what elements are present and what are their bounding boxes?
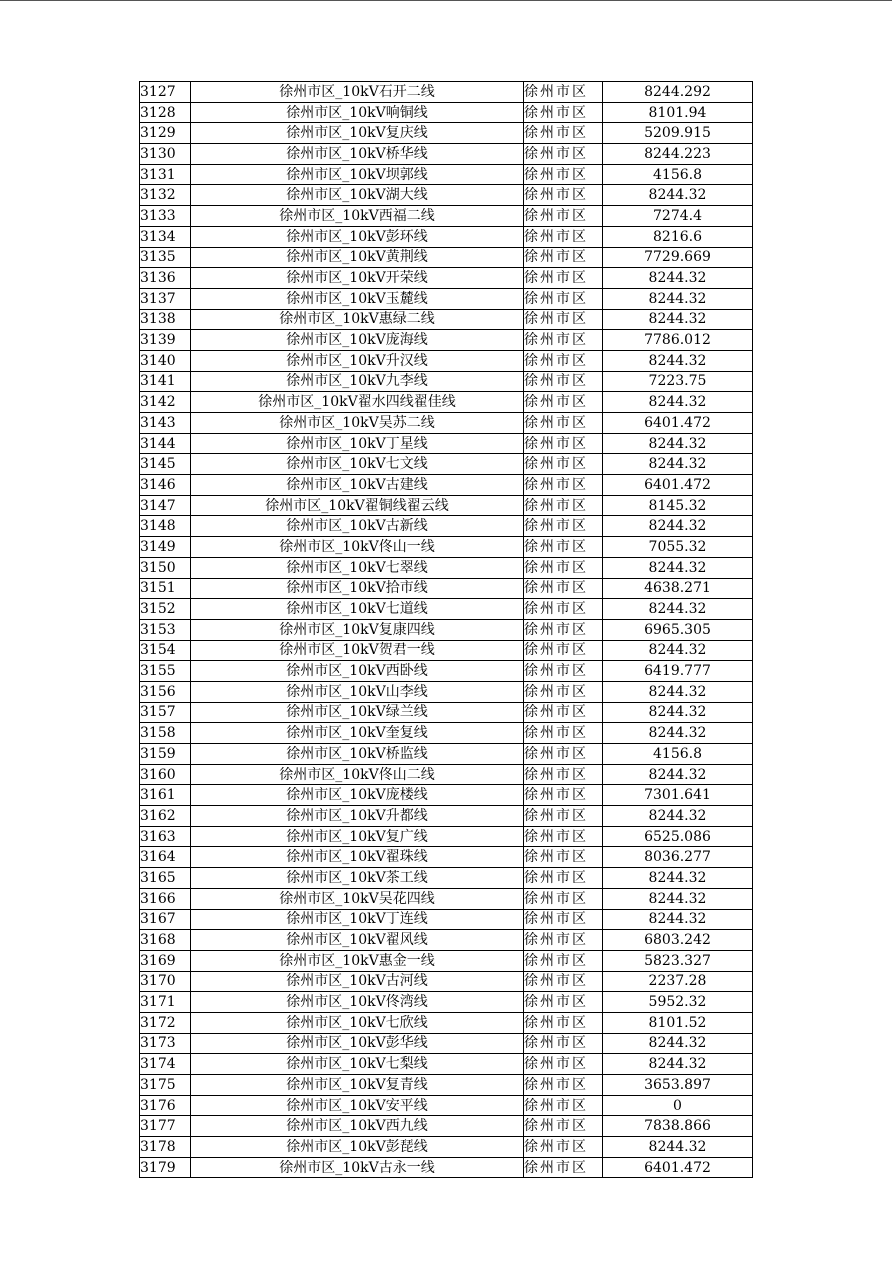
line-name-cell: 徐州市区_10kV山李线 bbox=[191, 681, 524, 702]
line-name-cell: 徐州市区_10kV七文线 bbox=[191, 454, 524, 475]
area-cell: 徐州市区 bbox=[524, 619, 603, 640]
row-number-cell: 3173 bbox=[140, 1033, 191, 1054]
line-name-cell: 徐州市区_10kV复庆线 bbox=[191, 123, 524, 144]
line-name-cell: 徐州市区_10kV翟铜线翟云线 bbox=[191, 495, 524, 516]
table-row bbox=[140, 826, 753, 847]
line-name-cell: 徐州市区_10kV古建线 bbox=[191, 475, 524, 496]
value-cell: 8244.32 bbox=[603, 868, 753, 889]
value-cell: 7301.641 bbox=[603, 785, 753, 806]
line-name-cell: 徐州市区_10kV安平线 bbox=[191, 1095, 524, 1116]
row-number-cell: 3162 bbox=[140, 806, 191, 827]
line-name-cell: 徐州市区_10kV七梨线 bbox=[191, 1054, 524, 1075]
row-number-cell: 3128 bbox=[140, 102, 191, 123]
line-name-cell: 徐州市区_10kV响铜线 bbox=[191, 102, 524, 123]
area-cell: 徐州市区 bbox=[524, 992, 603, 1013]
area-cell: 徐州市区 bbox=[524, 1012, 603, 1033]
table-row bbox=[140, 82, 753, 103]
table-row bbox=[140, 723, 753, 744]
row-number-cell: 3145 bbox=[140, 454, 191, 475]
area-cell: 徐州市区 bbox=[524, 516, 603, 537]
area-cell: 徐州市区 bbox=[524, 454, 603, 475]
table-row bbox=[140, 206, 753, 227]
line-name-cell: 徐州市区_10kV复广线 bbox=[191, 826, 524, 847]
area-cell: 徐州市区 bbox=[524, 1116, 603, 1137]
table-row bbox=[140, 557, 753, 578]
row-number-cell: 3134 bbox=[140, 226, 191, 247]
value-cell: 8244.32 bbox=[603, 909, 753, 930]
table-row bbox=[140, 495, 753, 516]
line-name-cell: 徐州市区_10kV佟湾线 bbox=[191, 992, 524, 1013]
line-name-cell: 徐州市区_10kV惠金一线 bbox=[191, 950, 524, 971]
line-name-cell: 徐州市区_10kV惠绿二线 bbox=[191, 309, 524, 330]
row-number-cell: 3155 bbox=[140, 661, 191, 682]
value-cell: 8244.32 bbox=[603, 288, 753, 309]
table-row bbox=[140, 578, 753, 599]
value-cell: 6965.305 bbox=[603, 619, 753, 640]
line-name-cell: 徐州市区_10kV复青线 bbox=[191, 1075, 524, 1096]
area-cell: 徐州市区 bbox=[524, 744, 603, 765]
row-number-cell: 3167 bbox=[140, 909, 191, 930]
value-cell: 8244.32 bbox=[603, 350, 753, 371]
value-cell: 8244.32 bbox=[603, 723, 753, 744]
row-number-cell: 3144 bbox=[140, 433, 191, 454]
line-name-cell: 徐州市区_10kV升汉线 bbox=[191, 350, 524, 371]
area-cell: 徐州市区 bbox=[524, 888, 603, 909]
line-name-cell: 徐州市区_10kV彭环线 bbox=[191, 226, 524, 247]
value-cell: 4156.8 bbox=[603, 164, 753, 185]
line-name-cell: 徐州市区_10kV翟珠线 bbox=[191, 847, 524, 868]
table-row bbox=[140, 950, 753, 971]
area-cell: 徐州市区 bbox=[524, 495, 603, 516]
table-row bbox=[140, 971, 753, 992]
line-name-cell: 徐州市区_10kV彭琵线 bbox=[191, 1137, 524, 1158]
line-name-cell: 徐州市区_10kV七道线 bbox=[191, 599, 524, 620]
area-cell: 徐州市区 bbox=[524, 806, 603, 827]
row-number-cell: 3151 bbox=[140, 578, 191, 599]
table-row bbox=[140, 164, 753, 185]
value-cell: 5952.32 bbox=[603, 992, 753, 1013]
row-number-cell: 3143 bbox=[140, 413, 191, 434]
row-number-cell: 3160 bbox=[140, 764, 191, 785]
area-cell: 徐州市区 bbox=[524, 102, 603, 123]
table-row bbox=[140, 226, 753, 247]
line-name-cell: 徐州市区_10kV九李线 bbox=[191, 371, 524, 392]
line-name-cell: 徐州市区_10kV吴苏二线 bbox=[191, 413, 524, 434]
feeder-table-body bbox=[140, 82, 753, 1178]
row-number-cell: 3169 bbox=[140, 950, 191, 971]
row-number-cell: 3175 bbox=[140, 1075, 191, 1096]
value-cell: 3653.897 bbox=[603, 1075, 753, 1096]
line-name-cell: 徐州市区_10kV丁连线 bbox=[191, 909, 524, 930]
area-cell: 徐州市区 bbox=[524, 309, 603, 330]
area-cell: 徐州市区 bbox=[524, 350, 603, 371]
line-name-cell: 徐州市区_10kV佟山一线 bbox=[191, 537, 524, 558]
value-cell: 6401.472 bbox=[603, 413, 753, 434]
table-row bbox=[140, 992, 753, 1013]
area-cell: 徐州市区 bbox=[524, 764, 603, 785]
table-row bbox=[140, 123, 753, 144]
line-name-cell: 徐州市区_10kV西福二线 bbox=[191, 206, 524, 227]
area-cell: 徐州市区 bbox=[524, 1033, 603, 1054]
table-row bbox=[140, 909, 753, 930]
value-cell: 8101.52 bbox=[603, 1012, 753, 1033]
line-name-cell: 徐州市区_10kV佟山二线 bbox=[191, 764, 524, 785]
value-cell: 8244.32 bbox=[603, 516, 753, 537]
page-top-border bbox=[0, 0, 892, 1]
table-row bbox=[140, 247, 753, 268]
area-cell: 徐州市区 bbox=[524, 950, 603, 971]
table-row bbox=[140, 413, 753, 434]
area-cell: 徐州市区 bbox=[524, 433, 603, 454]
table-row bbox=[140, 847, 753, 868]
value-cell: 8244.32 bbox=[603, 702, 753, 723]
row-number-cell: 3141 bbox=[140, 371, 191, 392]
area-cell: 徐州市区 bbox=[524, 557, 603, 578]
row-number-cell: 3129 bbox=[140, 123, 191, 144]
row-number-cell: 3174 bbox=[140, 1054, 191, 1075]
table-row bbox=[140, 1054, 753, 1075]
value-cell: 7274.4 bbox=[603, 206, 753, 227]
value-cell: 8244.32 bbox=[603, 454, 753, 475]
area-cell: 徐州市区 bbox=[524, 681, 603, 702]
table-row bbox=[140, 185, 753, 206]
table-row bbox=[140, 309, 753, 330]
line-name-cell: 徐州市区_10kV绿兰线 bbox=[191, 702, 524, 723]
value-cell: 8244.32 bbox=[603, 681, 753, 702]
value-cell: 8244.32 bbox=[603, 599, 753, 620]
area-cell: 徐州市区 bbox=[524, 288, 603, 309]
area-cell: 徐州市区 bbox=[524, 1054, 603, 1075]
table-row bbox=[140, 268, 753, 289]
value-cell: 8244.32 bbox=[603, 1137, 753, 1158]
value-cell: 6525.086 bbox=[603, 826, 753, 847]
row-number-cell: 3142 bbox=[140, 392, 191, 413]
feeder-table bbox=[139, 81, 753, 1178]
line-name-cell: 徐州市区_10kV丁星线 bbox=[191, 433, 524, 454]
table-row bbox=[140, 144, 753, 165]
area-cell: 徐州市区 bbox=[524, 537, 603, 558]
table-row bbox=[140, 764, 753, 785]
area-cell: 徐州市区 bbox=[524, 206, 603, 227]
row-number-cell: 3140 bbox=[140, 350, 191, 371]
table-row bbox=[140, 330, 753, 351]
value-cell: 6803.242 bbox=[603, 930, 753, 951]
row-number-cell: 3153 bbox=[140, 619, 191, 640]
row-number-cell: 3161 bbox=[140, 785, 191, 806]
value-cell: 8244.32 bbox=[603, 888, 753, 909]
row-number-cell: 3165 bbox=[140, 868, 191, 889]
table-row bbox=[140, 1095, 753, 1116]
line-name-cell: 徐州市区_10kV黄荆线 bbox=[191, 247, 524, 268]
value-cell: 8145.32 bbox=[603, 495, 753, 516]
row-number-cell: 3178 bbox=[140, 1137, 191, 1158]
value-cell: 6401.472 bbox=[603, 1157, 753, 1178]
row-number-cell: 3147 bbox=[140, 495, 191, 516]
line-name-cell: 徐州市区_10kV古永一线 bbox=[191, 1157, 524, 1178]
area-cell: 徐州市区 bbox=[524, 847, 603, 868]
area-cell: 徐州市区 bbox=[524, 702, 603, 723]
area-cell: 徐州市区 bbox=[524, 640, 603, 661]
value-cell: 7838.866 bbox=[603, 1116, 753, 1137]
value-cell: 7729.669 bbox=[603, 247, 753, 268]
row-number-cell: 3138 bbox=[140, 309, 191, 330]
table-row bbox=[140, 661, 753, 682]
value-cell: 4638.271 bbox=[603, 578, 753, 599]
table-row bbox=[140, 806, 753, 827]
line-name-cell: 徐州市区_10kV七欣线 bbox=[191, 1012, 524, 1033]
line-name-cell: 徐州市区_10kV古新线 bbox=[191, 516, 524, 537]
area-cell: 徐州市区 bbox=[524, 392, 603, 413]
row-number-cell: 3132 bbox=[140, 185, 191, 206]
area-cell: 徐州市区 bbox=[524, 723, 603, 744]
table-row bbox=[140, 475, 753, 496]
area-cell: 徐州市区 bbox=[524, 909, 603, 930]
area-cell: 徐州市区 bbox=[524, 82, 603, 103]
area-cell: 徐州市区 bbox=[524, 475, 603, 496]
row-number-cell: 3166 bbox=[140, 888, 191, 909]
table-row bbox=[140, 868, 753, 889]
line-name-cell: 徐州市区_10kV西卧线 bbox=[191, 661, 524, 682]
row-number-cell: 3158 bbox=[140, 723, 191, 744]
table-row bbox=[140, 350, 753, 371]
line-name-cell: 徐州市区_10kV贺君一线 bbox=[191, 640, 524, 661]
row-number-cell: 3148 bbox=[140, 516, 191, 537]
value-cell: 6419.777 bbox=[603, 661, 753, 682]
table-row bbox=[140, 288, 753, 309]
row-number-cell: 3127 bbox=[140, 82, 191, 103]
row-number-cell: 3133 bbox=[140, 206, 191, 227]
line-name-cell: 徐州市区_10kV玉麓线 bbox=[191, 288, 524, 309]
table-row bbox=[140, 1116, 753, 1137]
value-cell: 7786.012 bbox=[603, 330, 753, 351]
table-row bbox=[140, 888, 753, 909]
value-cell: 8244.223 bbox=[603, 144, 753, 165]
value-cell: 8244.32 bbox=[603, 806, 753, 827]
line-name-cell: 徐州市区_10kV石开二线 bbox=[191, 82, 524, 103]
area-cell: 徐州市区 bbox=[524, 144, 603, 165]
table-row bbox=[140, 454, 753, 475]
row-number-cell: 3170 bbox=[140, 971, 191, 992]
area-cell: 徐州市区 bbox=[524, 785, 603, 806]
row-number-cell: 3159 bbox=[140, 744, 191, 765]
area-cell: 徐州市区 bbox=[524, 123, 603, 144]
line-name-cell: 徐州市区_10kV翟风线 bbox=[191, 930, 524, 951]
area-cell: 徐州市区 bbox=[524, 330, 603, 351]
area-cell: 徐州市区 bbox=[524, 413, 603, 434]
row-number-cell: 3171 bbox=[140, 992, 191, 1013]
line-name-cell: 徐州市区_10kV坝郭线 bbox=[191, 164, 524, 185]
line-name-cell: 徐州市区_10kV吴花四线 bbox=[191, 888, 524, 909]
row-number-cell: 3136 bbox=[140, 268, 191, 289]
row-number-cell: 3131 bbox=[140, 164, 191, 185]
table-row bbox=[140, 371, 753, 392]
value-cell: 8244.32 bbox=[603, 185, 753, 206]
line-name-cell: 徐州市区_10kV西九线 bbox=[191, 1116, 524, 1137]
area-cell: 徐州市区 bbox=[524, 599, 603, 620]
line-name-cell: 徐州市区_10kV彭华线 bbox=[191, 1033, 524, 1054]
row-number-cell: 3150 bbox=[140, 557, 191, 578]
line-name-cell: 徐州市区_10kV翟水四线翟佳线 bbox=[191, 392, 524, 413]
area-cell: 徐州市区 bbox=[524, 930, 603, 951]
value-cell: 8244.32 bbox=[603, 309, 753, 330]
area-cell: 徐州市区 bbox=[524, 1075, 603, 1096]
line-name-cell: 徐州市区_10kV复康四线 bbox=[191, 619, 524, 640]
line-name-cell: 徐州市区_10kV湖大线 bbox=[191, 185, 524, 206]
value-cell: 8244.32 bbox=[603, 1054, 753, 1075]
row-number-cell: 3130 bbox=[140, 144, 191, 165]
value-cell: 8244.32 bbox=[603, 557, 753, 578]
area-cell: 徐州市区 bbox=[524, 971, 603, 992]
value-cell: 8244.32 bbox=[603, 392, 753, 413]
line-name-cell: 徐州市区_10kV开荣线 bbox=[191, 268, 524, 289]
area-cell: 徐州市区 bbox=[524, 826, 603, 847]
table-row bbox=[140, 392, 753, 413]
row-number-cell: 3156 bbox=[140, 681, 191, 702]
value-cell: 0 bbox=[603, 1095, 753, 1116]
table-row bbox=[140, 681, 753, 702]
table-row bbox=[140, 785, 753, 806]
table-row bbox=[140, 640, 753, 661]
value-cell: 8216.6 bbox=[603, 226, 753, 247]
line-name-cell: 徐州市区_10kV七翠线 bbox=[191, 557, 524, 578]
area-cell: 徐州市区 bbox=[524, 661, 603, 682]
value-cell: 8036.277 bbox=[603, 847, 753, 868]
table-row bbox=[140, 537, 753, 558]
row-number-cell: 3139 bbox=[140, 330, 191, 351]
value-cell: 8101.94 bbox=[603, 102, 753, 123]
area-cell: 徐州市区 bbox=[524, 1095, 603, 1116]
row-number-cell: 3154 bbox=[140, 640, 191, 661]
line-name-cell: 徐州市区_10kV桥华线 bbox=[191, 144, 524, 165]
table-row bbox=[140, 930, 753, 951]
row-number-cell: 3172 bbox=[140, 1012, 191, 1033]
line-name-cell: 徐州市区_10kV升都线 bbox=[191, 806, 524, 827]
area-cell: 徐州市区 bbox=[524, 868, 603, 889]
line-name-cell: 徐州市区_10kV桥监线 bbox=[191, 744, 524, 765]
area-cell: 徐州市区 bbox=[524, 578, 603, 599]
row-number-cell: 3176 bbox=[140, 1095, 191, 1116]
line-name-cell: 徐州市区_10kV拾市线 bbox=[191, 578, 524, 599]
value-cell: 6401.472 bbox=[603, 475, 753, 496]
table-row bbox=[140, 744, 753, 765]
line-name-cell: 徐州市区_10kV庞楼线 bbox=[191, 785, 524, 806]
area-cell: 徐州市区 bbox=[524, 1157, 603, 1178]
row-number-cell: 3179 bbox=[140, 1157, 191, 1178]
row-number-cell: 3137 bbox=[140, 288, 191, 309]
row-number-cell: 3163 bbox=[140, 826, 191, 847]
value-cell: 8244.32 bbox=[603, 268, 753, 289]
table-row bbox=[140, 619, 753, 640]
table-row bbox=[140, 702, 753, 723]
value-cell: 8244.292 bbox=[603, 82, 753, 103]
value-cell: 4156.8 bbox=[603, 744, 753, 765]
area-cell: 徐州市区 bbox=[524, 371, 603, 392]
table-row bbox=[140, 599, 753, 620]
value-cell: 8244.32 bbox=[603, 640, 753, 661]
line-name-cell: 徐州市区_10kV茶工线 bbox=[191, 868, 524, 889]
value-cell: 2237.28 bbox=[603, 971, 753, 992]
table-row bbox=[140, 1137, 753, 1158]
area-cell: 徐州市区 bbox=[524, 164, 603, 185]
area-cell: 徐州市区 bbox=[524, 268, 603, 289]
value-cell: 5823.327 bbox=[603, 950, 753, 971]
row-number-cell: 3168 bbox=[140, 930, 191, 951]
table-row bbox=[140, 1033, 753, 1054]
table-row bbox=[140, 433, 753, 454]
table-row bbox=[140, 1075, 753, 1096]
area-cell: 徐州市区 bbox=[524, 226, 603, 247]
area-cell: 徐州市区 bbox=[524, 185, 603, 206]
value-cell: 8244.32 bbox=[603, 764, 753, 785]
row-number-cell: 3164 bbox=[140, 847, 191, 868]
value-cell: 8244.32 bbox=[603, 433, 753, 454]
line-name-cell: 徐州市区_10kV古河线 bbox=[191, 971, 524, 992]
row-number-cell: 3157 bbox=[140, 702, 191, 723]
table-row bbox=[140, 516, 753, 537]
line-name-cell: 徐州市区_10kV庞海线 bbox=[191, 330, 524, 351]
value-cell: 8244.32 bbox=[603, 1033, 753, 1054]
line-name-cell: 徐州市区_10kV奎复线 bbox=[191, 723, 524, 744]
row-number-cell: 3152 bbox=[140, 599, 191, 620]
row-number-cell: 3177 bbox=[140, 1116, 191, 1137]
row-number-cell: 3146 bbox=[140, 475, 191, 496]
table-row bbox=[140, 1012, 753, 1033]
area-cell: 徐州市区 bbox=[524, 1137, 603, 1158]
table-row bbox=[140, 1157, 753, 1178]
value-cell: 5209.915 bbox=[603, 123, 753, 144]
value-cell: 7223.75 bbox=[603, 371, 753, 392]
area-cell: 徐州市区 bbox=[524, 247, 603, 268]
row-number-cell: 3135 bbox=[140, 247, 191, 268]
table-row bbox=[140, 102, 753, 123]
row-number-cell: 3149 bbox=[140, 537, 191, 558]
value-cell: 7055.32 bbox=[603, 537, 753, 558]
